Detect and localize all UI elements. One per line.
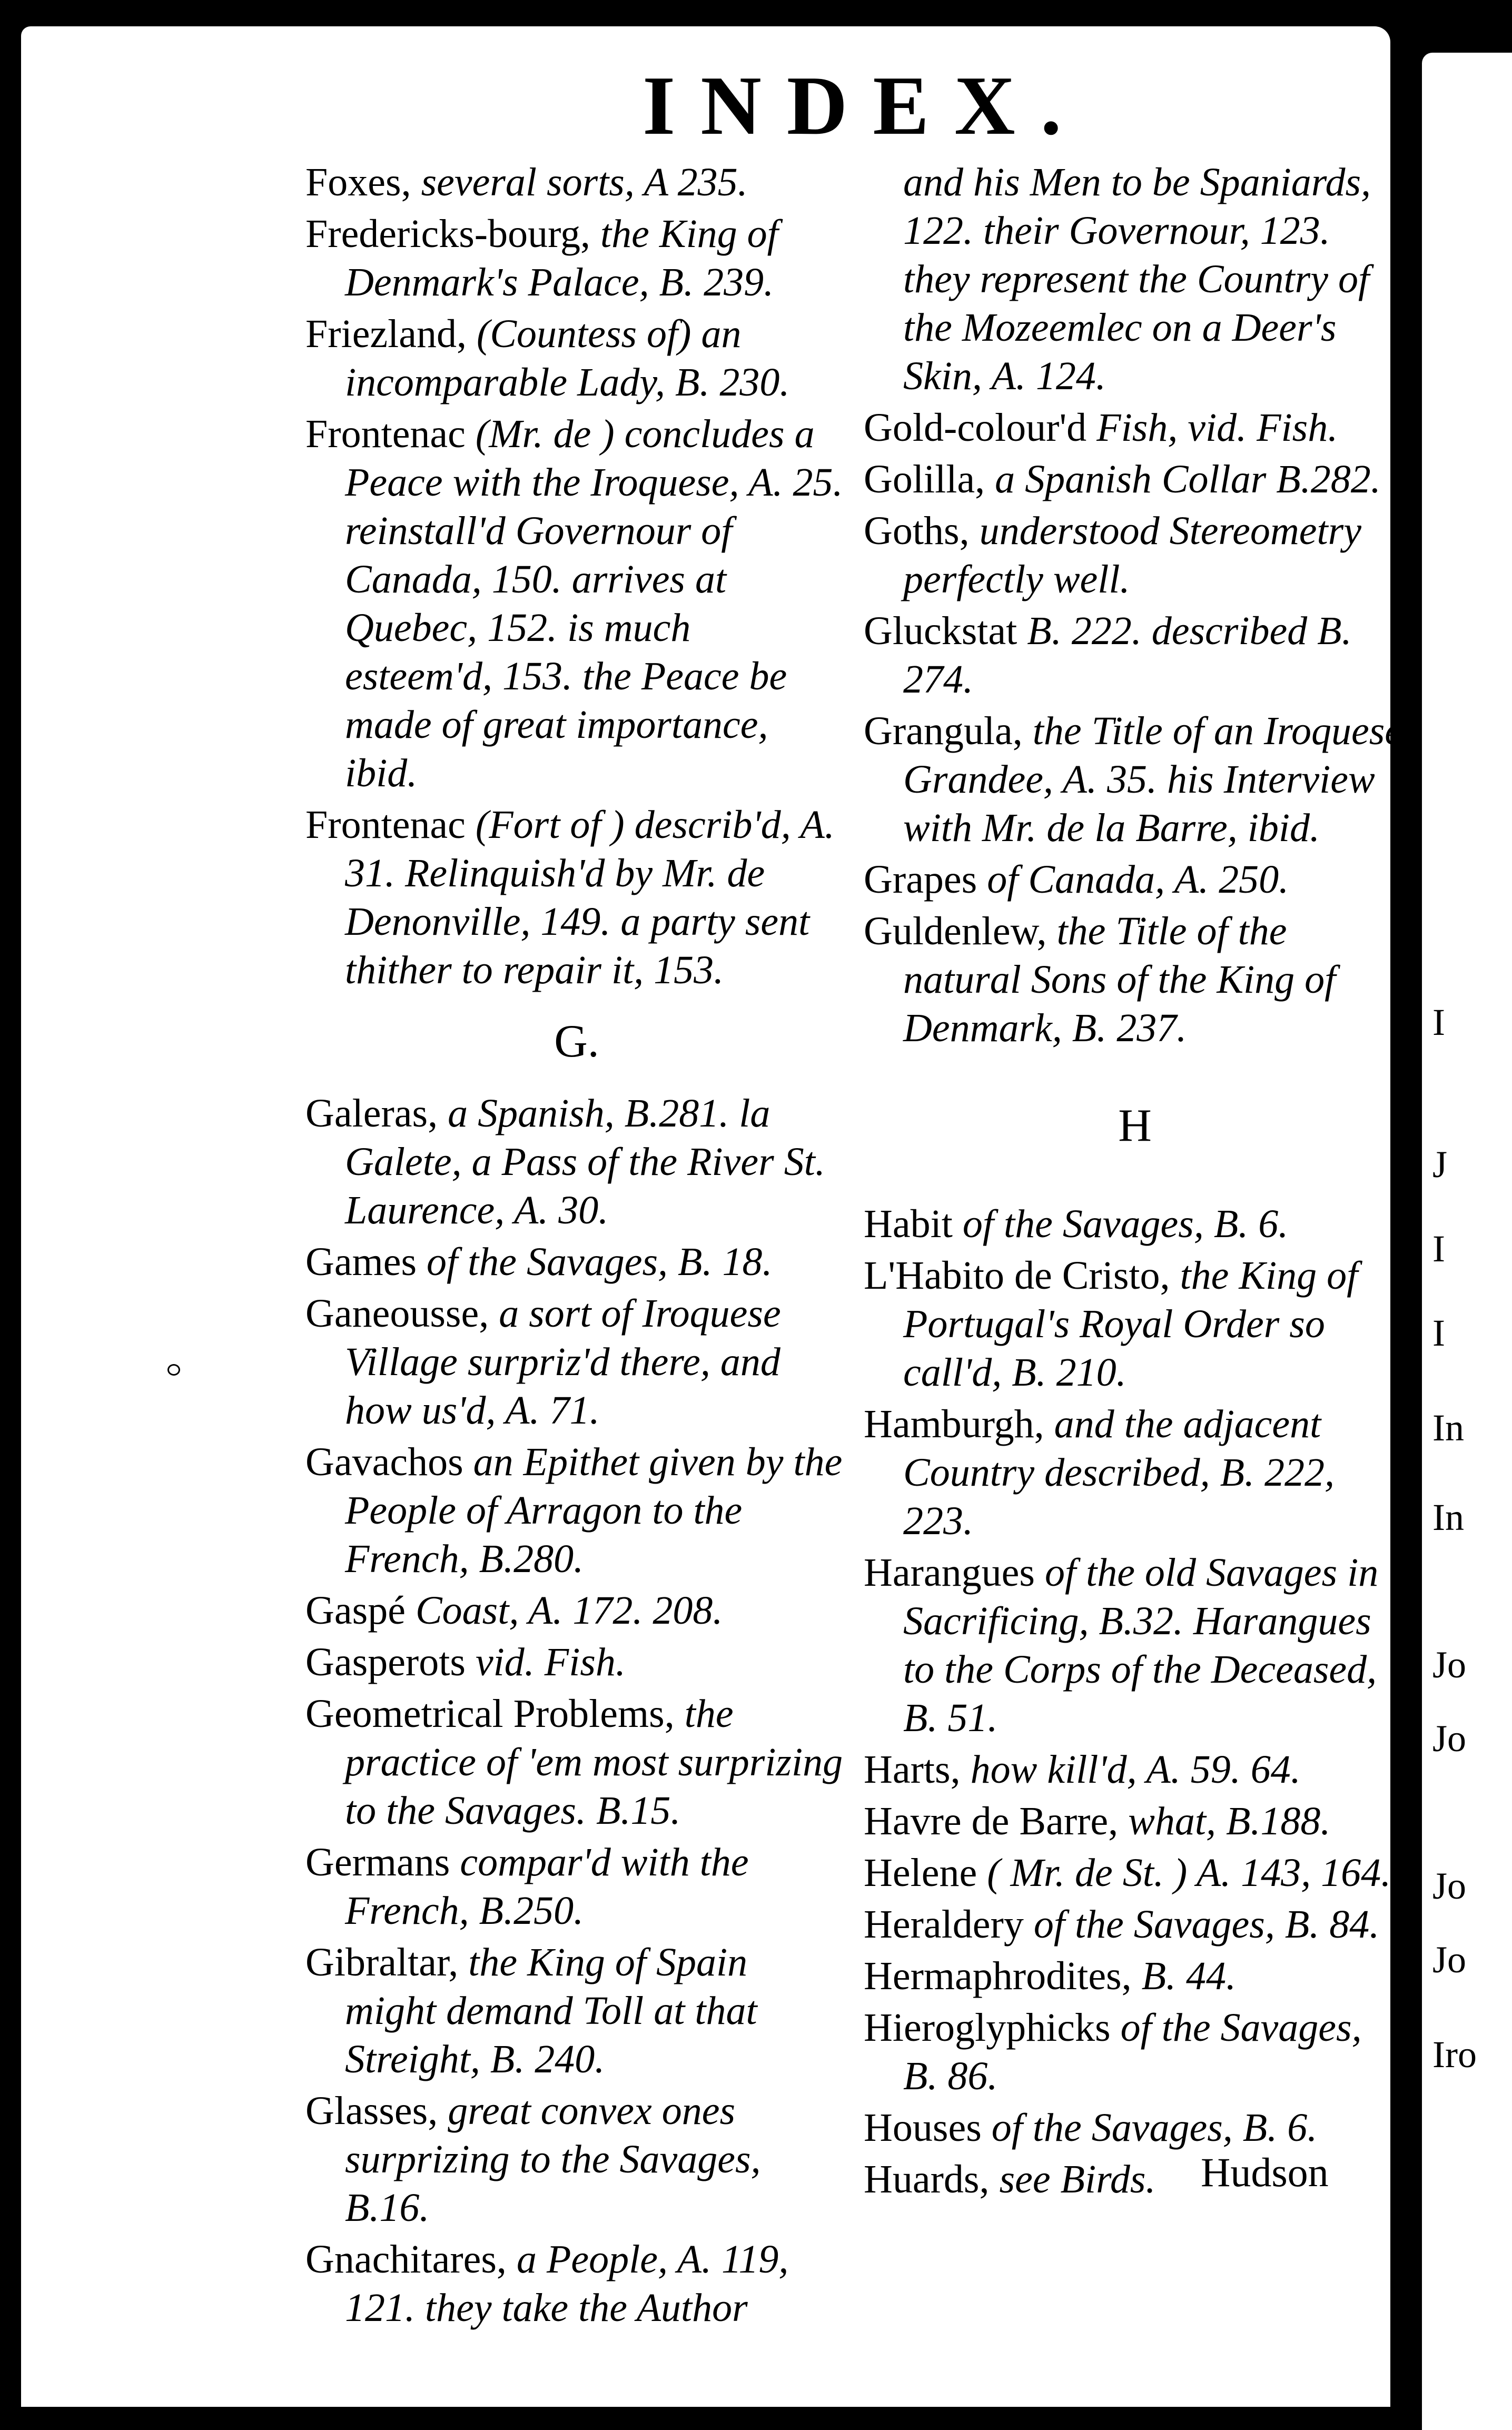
entry-headword: Harangues [864,1550,1035,1595]
index-entry [864,1745,1406,1794]
index-entry [864,1952,1406,2000]
entry-headword: Habit [864,1202,953,1246]
catchword: Hudson [1201,2149,1329,2195]
entry-references: an Epithet given by the People of Arragon to the French, B.280. [345,1440,843,1581]
continued-entry: and his Men to be Spaniards, 122. their Governour, 123. they represent the Country of the Mozeemlec on a Deer's Skin, A. 124. [903,160,1371,398]
entry-headword: Friezland, [305,312,467,356]
entry-references: the Title of an Iroquese Grandee, A. 35. his Interview with Mr. de la Barre, ibid. [903,709,1403,850]
entry-headword: Havre de Barre, [864,1799,1119,1843]
right-column [864,158,1406,2207]
entry-references: see Birds. [989,2157,1156,2201]
entry-references: compar'd with the French, B.250. [345,1840,749,1933]
entry-list [305,1089,848,2332]
entry-references: understood Stereometry perfectly well. [903,509,1361,601]
entry-headword: Helene [864,1851,977,1895]
entry-headword: Harts, [864,1747,961,1792]
entry-headword: Gold-colour'd [864,406,1087,450]
index-entry [864,2103,1406,2152]
entry-references: B. 44. [1131,1954,1237,1998]
index-entry [864,2003,1406,2100]
entry-references: B. 222. described B. 274. [903,609,1352,702]
entry-headword: Frontenac [305,412,466,456]
entry-headword: Gibraltar, [305,1940,459,1984]
index-entry [864,403,1406,452]
ink-speck [167,1364,180,1376]
section-letter-h: H [1118,1100,1152,1151]
index-entry [864,1400,1406,1545]
entry-headword: Golilla, [864,457,985,501]
entry-references: how kill'd, A. 59. 64. [960,1747,1301,1792]
entry-references: (Countess of) an incomparable Lady, B. 230. [345,312,790,404]
entry-list [864,403,1406,1052]
entry-headword: Glasses, [305,2089,438,2133]
index-entry [305,310,848,407]
entry-headword: Gnachitares, [305,2237,507,2281]
entry-headword: L'Habito de Cristo, [864,1253,1170,1298]
index-entry [864,907,1406,1052]
index-entry [305,1838,848,1935]
index-entry [305,1289,848,1435]
index-entry [305,158,848,206]
entry-references: Coast, A. 172. 208. [405,1588,723,1633]
index-entry [864,1548,1406,1742]
next-page-letter: Jo [1432,1865,1467,1907]
entry-headword: Germans [305,1840,450,1884]
section-letter-g: G. [554,1016,599,1067]
index-entry [864,1251,1406,1397]
entry-headword: Guldenlew, [864,909,1047,953]
entry-headword: Huards, [864,2157,990,2201]
next-page-letter: Iro [1432,2033,1477,2076]
index-entry [864,855,1406,904]
entry-references: of the Savages, B. 6. [952,1202,1289,1246]
entry-references: the Title of the natural Sons of the King of Denmark, B. 237. [903,909,1336,1050]
entry-references: and the adjacent Country described, B. 222, 223. [903,1402,1335,1543]
entry-references: vid. Fish. [465,1640,626,1684]
entry-references: of the Savages, B. 6. [981,2106,1318,2150]
entry-headword: Heraldery [864,1902,1024,1947]
next-page-letter: In [1432,1496,1464,1538]
entry-references: of the Savages, B. 84. [1023,1902,1380,1947]
entry-references: of the Savages, B. 86. [903,2006,1362,2098]
entry-headword: Goths, [864,509,970,553]
index-entry [305,1938,848,2083]
index-entry [864,1797,1406,1845]
entry-references: the practice of 'em most surprizing to the Savages. B.15. [345,1692,843,1833]
index-entry [305,1690,848,1835]
entry-headword: Games [305,1240,417,1284]
entry-references: (Mr. de ) concludes a Peace with the Iroquese, A. 25. reinstall'd Governour of Canada, 150. arrives at Quebec, 152. is much esteem'd, 153. the Peace be made of great importance, ibid. [345,412,843,795]
entry-headword: Hieroglyphicks [864,2006,1111,2050]
entry-references: of the Savages, B. 18. [417,1240,773,1284]
index-entry [305,2087,848,2232]
next-page-letter: I [1432,1228,1445,1270]
entry-references: Fish, vid. Fish. [1086,406,1338,450]
index-entry [305,1238,848,1286]
entry-headword: Foxes, [305,160,411,204]
entry-references: (Fort of ) describ'd, A. 31. Relinquish'd by Mr. de Denonville, 149. a party sent thither to repair it, 153. [345,803,835,992]
next-page-letter: In [1432,1407,1464,1449]
entry-headword: Hermaphrodites, [864,1954,1132,1998]
entry-headword: Hamburgh, [864,1402,1044,1446]
book-page [21,26,1403,2407]
entry-headword: Fredericks-bourg, [305,212,591,256]
entry-references: a Spanish, B.281. la Galete, a Pass of the River St. Laurence, A. 30. [345,1091,825,1232]
entry-references: the King of Denmark's Palace, B. 239. [345,212,778,304]
entry-headword: Grangula, [864,709,1023,753]
entry-headword: Ganeousse, [305,1291,489,1336]
index-entry [305,1586,848,1635]
index-entry [305,410,848,797]
entry-headword: Grapes [864,857,977,902]
entry-references: of Canada, A. 250. [977,857,1289,902]
page-heading: INDEX. [643,58,1087,152]
next-page-letter: J [1432,1143,1448,1186]
index-entry [864,507,1406,604]
entry-headword: Frontenac [305,803,466,847]
next-page-letter: Jo [1432,1939,1467,1981]
entry-headword: Galeras, [305,1091,438,1135]
entry-headword: Gaspé [305,1588,406,1633]
entry-references: of the old Savages in Sacrificing, B.32. Harangues to the Corps of the Deceased, B. 51. [903,1550,1379,1740]
left-column [305,158,848,2335]
index-entry [305,210,848,307]
entry-references: a sort of Iroquese Village surpriz'd there, and how us'd, A. 71. [345,1291,781,1433]
index-entry [305,1438,848,1583]
index-entry [864,1200,1406,1248]
entry-list [305,158,848,994]
entry-references: what, B.188. [1118,1799,1331,1843]
next-page-letter: Jo [1432,1717,1467,1760]
index-entry [864,607,1406,704]
index-entry [305,801,848,994]
index-entry [864,707,1406,852]
index-entry [305,1638,848,1686]
index-entry [305,2235,848,2332]
next-page-letter: I [1432,1001,1445,1043]
entry-references: several sorts, A 235. [411,160,748,204]
next-page-letter: I [1432,1312,1445,1354]
index-entry [864,1900,1406,1949]
entry-references: a Spanish Collar B.282. [985,457,1381,501]
entry-headword: Geometrical Problems, [305,1692,675,1736]
entry-headword: Gavachos [305,1440,463,1484]
entry-references: the King of Spain might demand Toll at that Streight, B. 240. [345,1940,757,2081]
entry-headword: Gasperots [305,1640,466,1684]
entry-references: great convex ones surprizing to the Savages, B.16. [345,2089,761,2230]
entry-headword: Houses [864,2106,982,2150]
index-entry [305,1089,848,1234]
next-page-letter: Jo [1432,1644,1467,1686]
index-entry [864,455,1406,503]
index-entry [864,1849,1406,1897]
entry-headword: Gluckstat [864,609,1017,653]
entry-references: the King of Portugal's Royal Order so call'd, B. 210. [903,1253,1358,1395]
entry-list [864,1200,1406,2204]
entry-references: a People, A. 119, 121. they take the Author [345,2237,789,2330]
entry-references: ( Mr. de St. ) A. 143, 164. [977,1851,1391,1895]
